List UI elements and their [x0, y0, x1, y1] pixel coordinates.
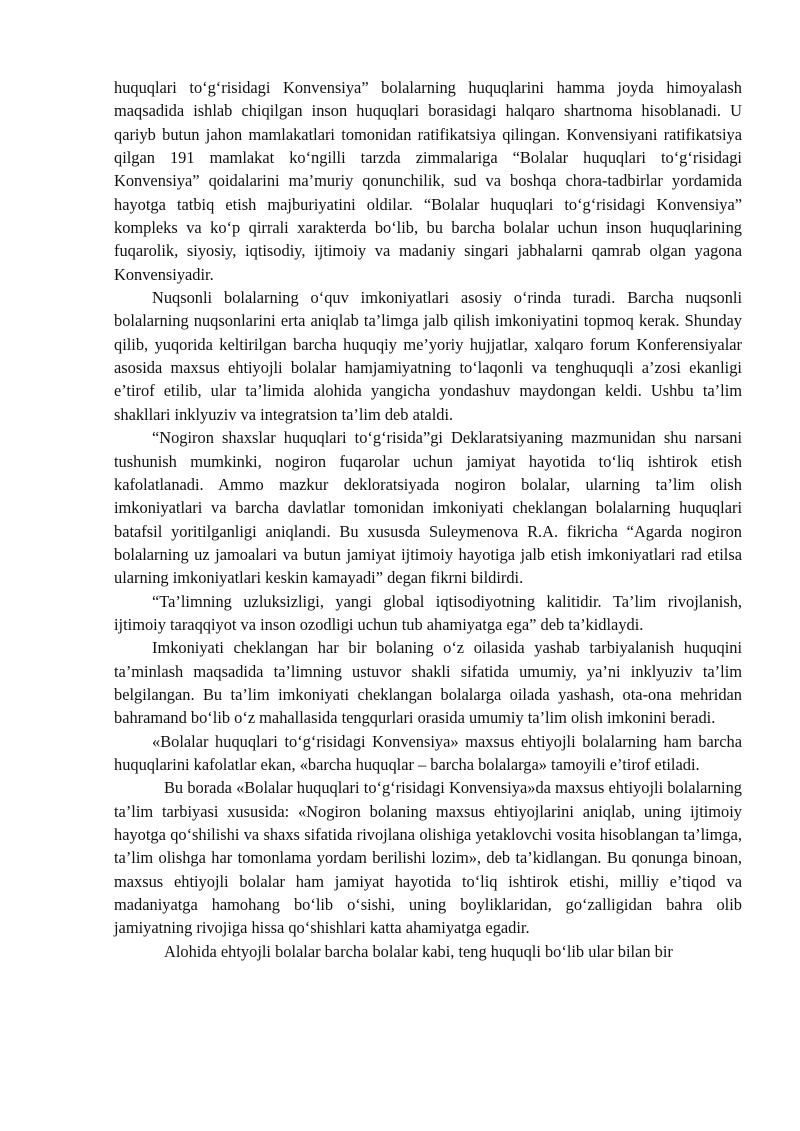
paragraph-all-rights: «Bolalar huquqlari to‘g‘risidagi Konvensiya» maxsus ehtiyojli bolalarning ham barcha huquqlarini kafolatlar ekan, «barcha huquqlar – barcha bolalarga» tamoyili e’tirof etiladi.	[114, 731, 742, 774]
document-page	[114, 76, 742, 963]
paragraph-continuous-education: “Ta’limning uzluksizligi, yangi global iqtisodiyotning kalitidir. Ta’lim rivojlanish, ijtimoiy taraqqiyot va inson ozodligi uchun tub ahamiyatga ega” deb ta’kidlaydi.	[114, 591, 742, 634]
paragraph-declaration: “Nogiron shaxslar huquqlari to‘g‘risida”gi Deklaratsiyaning mazmunidan shu narsani tushunish mumkinki, nogiron fuqarolar uchun jamiyat hayotida to‘liq ishtirok etish kafolatlanadi. Ammo mazkur dekloratsiyada nogiron bolalar, ularning ta’lim olish imkoniyatlari va barcha davlatlar tomonidan imkoniyati cheklangan bolalarning huquqlari batafsil yoritilganligi aniqlandi. Bu xususda Suleymenova R.A. fikricha “Agarda nogiron bolalarning uz jamoalari va butun jamiyat ijtimoiy hayotiga jalb etish imkoniyatlari rad etilsa ularning imkoniyatlari keskin kamayadi” degan fikrni bildirdi.	[114, 428, 742, 588]
paragraph-inclusive-education: Imkoniyati cheklangan har bir bolaning o‘z oilasida yashab tarbiyalanish huquqini ta’minlash maqsadida ta’limning ustuvor shakli sifatida umumiy, ya’ni inklyuziv ta’lim belgilangan. Bu ta’lim imkoniyati cheklangan bolalarga oilada yashash, ota-ona mehridan bahramand bo‘lib o‘z mahallasida tengqurlari orasida umumiy ta’lim olish imkonini beradi.	[114, 638, 742, 728]
paragraph-equal-rights: Alohida ehtyojli bolalar barcha bolalar kabi, teng huquqli bo‘lib ular bilan bir	[164, 941, 673, 961]
paragraph-special-needs: Bu borada «Bolalar huquqlari to‘g‘risidagi Konvensiya»da maxsus ehtiyojli bolalarning ta’lim tarbiyasi xususida: «Nogiron bolaning maxsus ehtiyojlarini aniqlab, uning ijtimoiy hayotga qo‘shilishi va shaxs sifatida rivojlana olishiga yetaklovchi vosita hisoblangan ta’limga, ta’lim olishga har tomonlama yordam berilishi lozim», deb ta’kidlangan. Bu qonunga binoan, maxsus ehtiyojli bolalar ham jamiyat hayotida to‘liq ishtirok etishi, milliy e’tiqod va madaniyatga hamohang bo‘lib o‘sishi, uning boyliklaridan, go‘zalligidan bahra olib jamiyatning rivojiga hissa qo‘shishlari katta ahamiyatga egadir.	[114, 778, 742, 938]
paragraph-learning-abilities: Nuqsonli bolalarning o‘quv imkoniyatlari asosiy o‘rinda turadi. Barcha nuqsonli bolalarning nuqsonlarini erta aniqlab ta’limga jalb qilish imkoniyatini topmoq kerak. Shunday qilib, yuqorida keltirilgan barcha huquqiy me’yoriy hujjatlar, xalqaro forum Konferensiyalar asosida maxsus ehtiyojli bolalar hamjamiyatning to‘laqonli va tenghuquqli a’zosi ekanligi e’tirof etilib, ular ta’limida alohida yangicha yondashuv maydongan keldi. Ushbu ta’lim shakllari inklyuziv va integratsion ta’lim deb ataldi.	[114, 288, 742, 424]
paragraph-convention-intro: huquqlari to‘g‘risidagi Konvensiya” bolalarning huquqlarini hamma joyda himoyalash maqsadida ishlab chiqilgan inson huquqlari borasidagi halqaro shartnoma hisoblanadi. U qariyb butun jahon mamlakatlari tomonidan ratifikatsiya qilingan. Konvensiyani ratifikatsiya qilgan 191 mamlakat ko‘ngilli tarzda zimmalariga “Bolalar huquqlari to‘g‘risidagi Konvensiya” qoidalarini ma’muriy qonunchilik, sud va boshqa chora-tadbirlar yordamida hayotga tatbiq etish majburiyatini oldilar. “Bolalar huquqlari to‘g‘risidagi Konvensiya” kompleks va ko‘p qirrali xarakterda bo‘lib, bu barcha bolalar uchun inson huquqlarining fuqarolik, siyosiy, iqtisodiy, ijtimoiy va madaniy singari jabhalarni qamrab olgan yagona Konvensiyadir.	[114, 78, 742, 284]
